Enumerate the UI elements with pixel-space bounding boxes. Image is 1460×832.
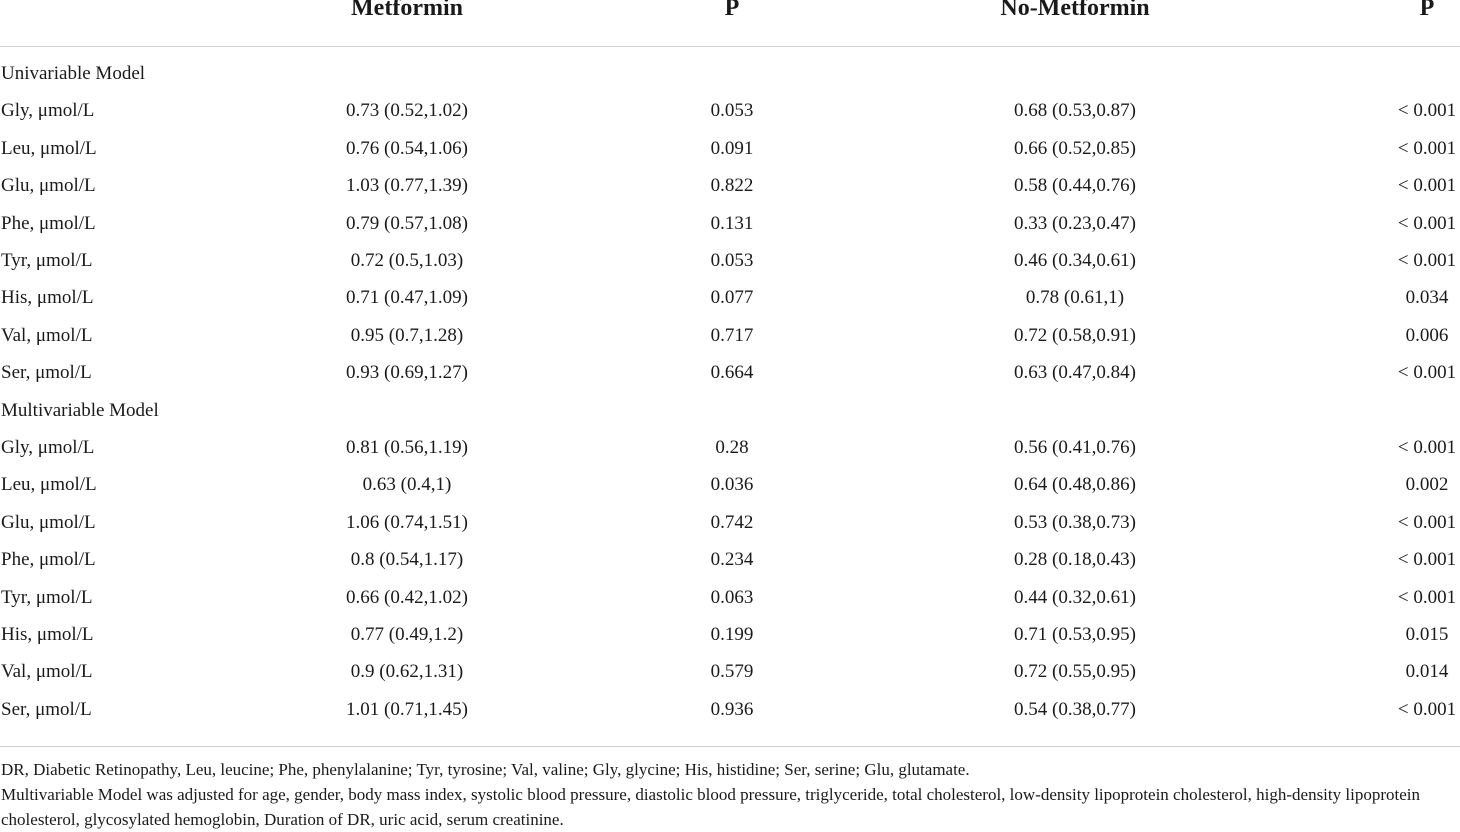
metformin-or-cell: 1.03 (0.77,1.39) [346, 175, 468, 196]
variable-cell: Glu, μmol/L [1, 512, 96, 533]
metformin-p-cell: 0.063 [710, 587, 754, 608]
no-metformin-p-cell: 0.006 [1405, 325, 1449, 346]
metformin-p-cell: 0.131 [710, 213, 754, 234]
header-p-metformin: P [724, 0, 740, 21]
variable-cell: Gly, μmol/L [1, 100, 95, 121]
metformin-p-cell: 0.717 [710, 325, 754, 346]
no-metformin-p-cell: < 0.001 [1397, 587, 1457, 608]
no-metformin-or-cell: 0.78 (0.61,1) [1025, 287, 1125, 308]
no-metformin-or-cell: 0.46 (0.34,0.61) [1014, 250, 1136, 271]
no-metformin-p-cell: < 0.001 [1397, 512, 1457, 533]
variable-cell: Ser, μmol/L [1, 699, 92, 720]
header-no-metformin: No-Metformin [1000, 0, 1150, 21]
no-metformin-p-cell: 0.014 [1405, 661, 1449, 682]
no-metformin-or-cell: 0.64 (0.48,0.86) [1014, 474, 1136, 495]
section-title: Univariable Model [1, 63, 146, 84]
metformin-or-cell: 1.01 (0.71,1.45) [346, 699, 468, 720]
no-metformin-p-cell: < 0.001 [1397, 549, 1457, 570]
no-metformin-or-cell: 0.44 (0.32,0.61) [1014, 587, 1136, 608]
variable-cell: Val, μmol/L [1, 661, 93, 682]
metformin-p-cell: 0.077 [710, 287, 754, 308]
no-metformin-or-cell: 0.28 (0.18,0.43) [1014, 549, 1136, 570]
no-metformin-p-cell: < 0.001 [1397, 100, 1457, 121]
no-metformin-or-cell: 0.63 (0.47,0.84) [1014, 362, 1136, 383]
footnote-abbreviations: DR, Diabetic Retinopathy, Leu, leucine; Phe, phenylalanine; Tyr, tyrosine; Val, valine; Gly, glycine; His, histidine; Ser, serine; Glu, glutamate. [1, 760, 970, 779]
metformin-or-cell: 0.9 (0.62,1.31) [350, 661, 464, 682]
table-row [0, 583, 1460, 620]
metformin-p-cell: 0.742 [710, 512, 754, 533]
variable-cell: Leu, μmol/L [1, 474, 97, 495]
table-row [0, 246, 1460, 283]
table-row [0, 134, 1460, 171]
metformin-or-cell: 0.95 (0.7,1.28) [350, 325, 464, 346]
no-metformin-p-cell: < 0.001 [1397, 250, 1457, 271]
metformin-p-cell: 0.036 [710, 474, 754, 495]
variable-cell: His, μmol/L [1, 287, 94, 308]
no-metformin-or-cell: 0.54 (0.38,0.77) [1014, 699, 1136, 720]
metformin-or-cell: 1.06 (0.74,1.51) [346, 512, 468, 533]
metformin-or-cell: 0.71 (0.47,1.09) [346, 287, 468, 308]
table-header [0, 0, 1460, 47]
table-row [0, 321, 1460, 358]
variable-cell: Glu, μmol/L [1, 175, 96, 196]
header-p-no-metformin: P [1419, 0, 1435, 21]
section-heading [0, 396, 1460, 433]
table-row [0, 96, 1460, 133]
table-row [0, 508, 1460, 545]
table-row [0, 470, 1460, 507]
no-metformin-p-cell: < 0.001 [1397, 138, 1457, 159]
no-metformin-p-cell: < 0.001 [1397, 362, 1457, 383]
no-metformin-or-cell: 0.66 (0.52,0.85) [1014, 138, 1136, 159]
metformin-p-cell: 0.664 [710, 362, 754, 383]
metformin-or-cell: 0.76 (0.54,1.06) [346, 138, 468, 159]
no-metformin-or-cell: 0.56 (0.41,0.76) [1014, 437, 1136, 458]
metformin-p-cell: 0.053 [710, 250, 754, 271]
no-metformin-p-cell: 0.015 [1405, 624, 1449, 645]
no-metformin-or-cell: 0.53 (0.38,0.73) [1014, 512, 1136, 533]
variable-cell: Phe, μmol/L [1, 549, 96, 570]
no-metformin-or-cell: 0.58 (0.44,0.76) [1014, 175, 1136, 196]
no-metformin-or-cell: 0.33 (0.23,0.47) [1014, 213, 1136, 234]
metformin-or-cell: 0.81 (0.56,1.19) [346, 437, 468, 458]
section-title: Multivariable Model [1, 400, 159, 421]
no-metformin-or-cell: 0.68 (0.53,0.87) [1014, 100, 1136, 121]
no-metformin-or-cell: 0.71 (0.53,0.95) [1014, 624, 1136, 645]
footnote-adjustment: Multivariable Model was adjusted for age, gender, body mass index, systolic blood pressure, diastolic blood pressure, triglyceride, total cholesterol, low-density lipoprotein cholesterol, high-density lipoprotein cholesterol, glycosylated hemoglobin, Duration of DR, uric acid, serum creatinine. [1, 785, 1420, 829]
no-metformin-p-cell: < 0.001 [1397, 699, 1457, 720]
metformin-p-cell: 0.234 [710, 549, 754, 570]
no-metformin-p-cell: < 0.001 [1397, 175, 1457, 196]
no-metformin-p-cell: 0.002 [1405, 474, 1449, 495]
metformin-or-cell: 0.79 (0.57,1.08) [346, 213, 468, 234]
variable-cell: Gly, μmol/L [1, 437, 95, 458]
metformin-p-cell: 0.053 [710, 100, 754, 121]
metformin-or-cell: 0.8 (0.54,1.17) [350, 549, 464, 570]
metformin-p-cell: 0.199 [710, 624, 754, 645]
table-row [0, 657, 1460, 694]
variable-cell: Phe, μmol/L [1, 213, 96, 234]
table-row [0, 358, 1460, 395]
table-row [0, 283, 1460, 320]
variable-cell: Tyr, μmol/L [1, 587, 93, 608]
variable-cell: Leu, μmol/L [1, 138, 97, 159]
no-metformin-p-cell: < 0.001 [1397, 437, 1457, 458]
table-row [0, 545, 1460, 582]
metformin-or-cell: 0.77 (0.49,1.2) [350, 624, 464, 645]
metformin-or-cell: 0.73 (0.52,1.02) [346, 100, 468, 121]
metformin-p-cell: 0.822 [710, 175, 754, 196]
metformin-p-cell: 0.28 [715, 437, 749, 458]
table-row [0, 171, 1460, 208]
table-row [0, 695, 1460, 732]
metformin-p-cell: 0.091 [710, 138, 754, 159]
variable-cell: Val, μmol/L [1, 325, 93, 346]
variable-cell: His, μmol/L [1, 624, 94, 645]
metformin-or-cell: 0.63 (0.4,1) [362, 474, 452, 495]
no-metformin-p-cell: < 0.001 [1397, 213, 1457, 234]
section-heading [0, 59, 1460, 96]
variable-cell: Ser, μmol/L [1, 362, 92, 383]
footnote-divider [0, 746, 1460, 747]
variable-cell: Tyr, μmol/L [1, 250, 93, 271]
metformin-or-cell: 0.72 (0.5,1.03) [350, 250, 464, 271]
table-row [0, 209, 1460, 246]
metformin-or-cell: 0.66 (0.42,1.02) [346, 587, 468, 608]
no-metformin-p-cell: 0.034 [1405, 287, 1449, 308]
no-metformin-or-cell: 0.72 (0.55,0.95) [1014, 661, 1136, 682]
header-metformin: Metformin [351, 0, 463, 21]
table-row [0, 620, 1460, 657]
no-metformin-or-cell: 0.72 (0.58,0.91) [1014, 325, 1136, 346]
metformin-or-cell: 0.93 (0.69,1.27) [346, 362, 468, 383]
metformin-p-cell: 0.579 [710, 661, 754, 682]
table-row [0, 433, 1460, 470]
metformin-p-cell: 0.936 [710, 699, 754, 720]
